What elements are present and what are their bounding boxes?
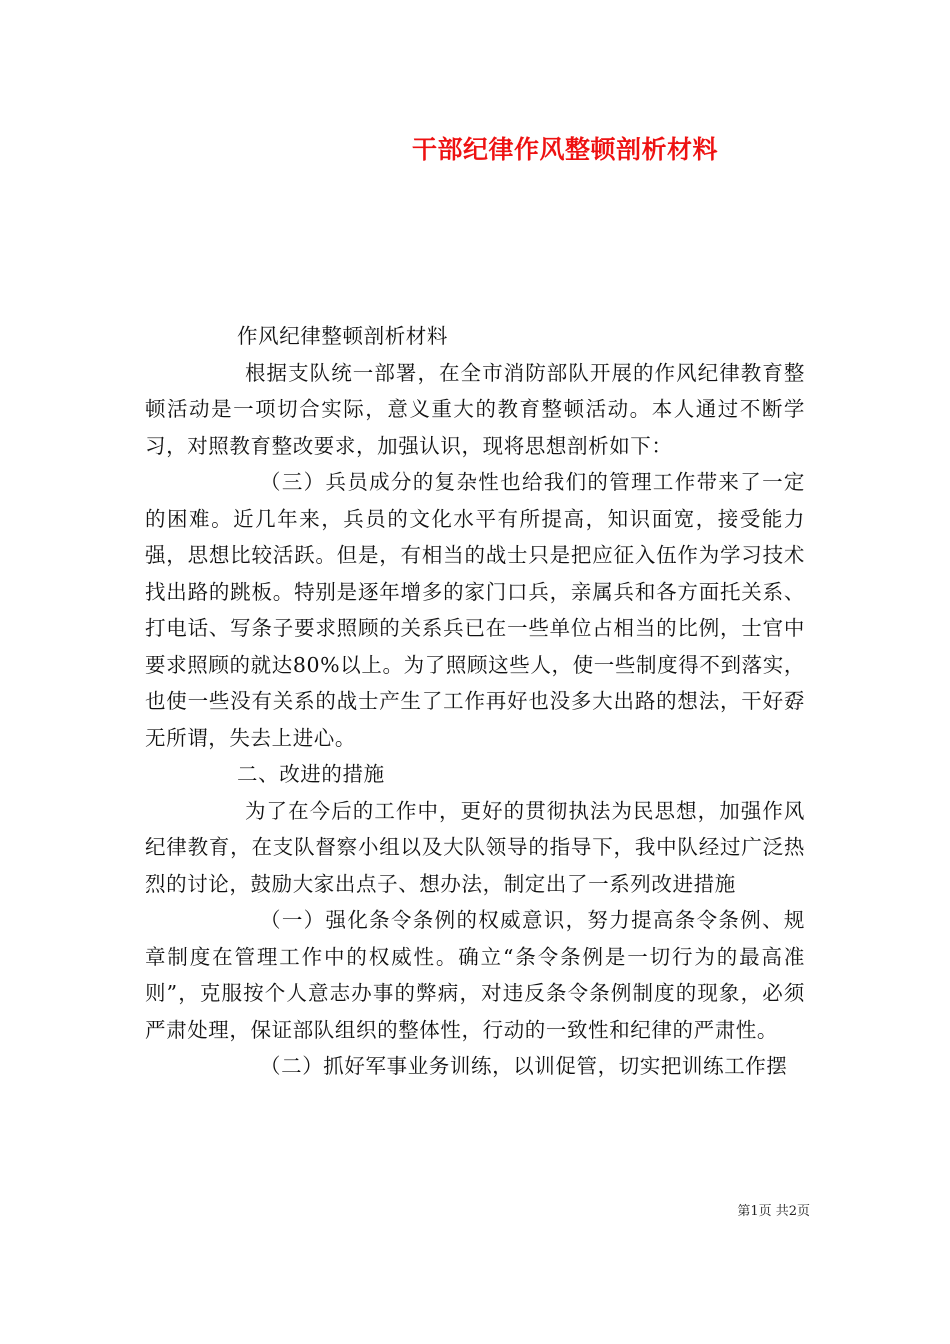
paragraph-measure-one: （一）强化条令条例的权威意识，努力提高条令条例、规章制度在管理工作中的权威性。确立“条令条例是一切行为的最高准则”，克服按个人意志办事的弊病，对违反条令条例制度的现象，必须严肃处理，保证部队组织的整体性，行动的一致性和纪律的严肃性。: [145, 908, 805, 1042]
paragraph-intro: 根据支队统一部署，在全市消防部队开展的作风纪律教育整顿活动是一项切合实际，意义重大的教育整顿活动。本人通过不断学习，对照教育整改要求，加强认识，现将思想剖析如下：: [145, 360, 805, 458]
paragraph-subtitle: 作风纪律整顿剖析材料: [237, 324, 448, 348]
paragraph-measures-intro: 为了在今后的工作中，更好的贯彻执法为民思想，加强作风纪律教育，在支队督察小组以及大队领导的指导下，我中队经过广泛热烈的讨论，鼓励大家出点子、想办法，制定出了一系列改进措施: [145, 798, 805, 896]
paragraph-measure-two: （二）抓好军事业务训练，以训促管，切实把训练工作摆: [260, 1054, 788, 1078]
page-number-footer: 第1页 共2页: [737, 1204, 810, 1219]
paragraph-section-heading: 二、改进的措施: [237, 762, 385, 786]
paragraph-item-three: （三）兵员成分的复杂性也给我们的管理工作带来了一定的困难。近几年来，兵员的文化水平有所提高，知识面宽，接受能力强，思想比较活跃。但是，有相当的战士只是把应征入伍作为学习技术找出路的跳板。特别是逐年增多的家门口兵，亲属兵和各方面托关系、打电话、写条子要求照顾的关系兵已在一些单位占相当的比例，士官中要求照顾的就达80%以上。为了照顾这些人，使一些制度得不到落实，也使一些没有关系的战士产生了工作再好也没多大出路的想法，干好孬无所谓，失去上进心。: [145, 470, 805, 750]
document-body: [145, 318, 805, 1085]
document-title: 干部纪律作风整顿剖析材料: [411, 135, 718, 164]
